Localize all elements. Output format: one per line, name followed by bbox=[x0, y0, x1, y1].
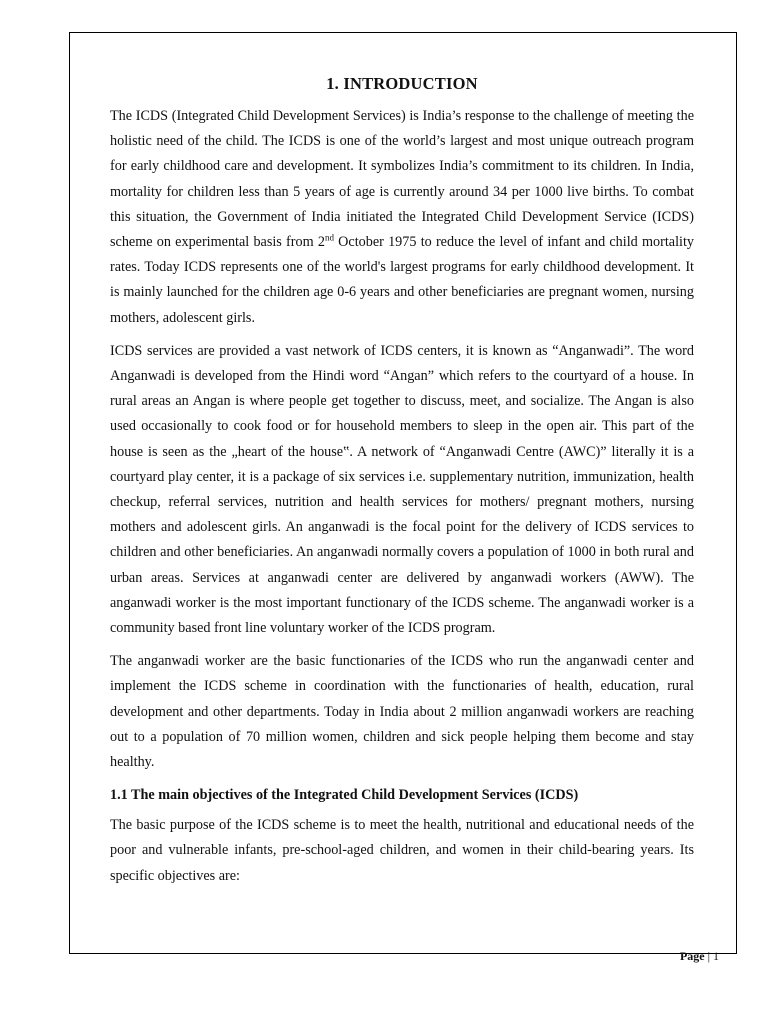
paragraph-2: ICDS services are provided a vast network of ICDS centers, it is known as “Anganwadi”. The word Anganwadi is developed from the Hindi word “Angan” which refers to the courtyard of a house. In rural areas an Angan is where people get together to discuss, meet, and socialize. The Angan is also used occasionally to cook food or for household members to sleep in the open air. This part of the house is seen as the „heart of the house‟. A network of “Anganwadi Centre (AWC)” literally it is a courtyard play center, it is a package of six services i.e. supplementary nutrition, immunization, health checkup, referral services, nutrition and health services for mothers/ pregnant mothers, nursing mothers and adolescent girls. An anganwadi is the focal point for the delivery of ICDS services to children and other beneficiaries. An anganwadi normally covers a population of 1000 in both rural and urban areas. Services at anganwadi center are delivered by anganwadi workers (AWW). The anganwadi worker is the most important functionary of the ICDS scheme. The anganwadi worker is a community based front line voluntary worker of the ICDS program. bbox=[110, 342, 694, 637]
page-label: Page bbox=[679, 949, 705, 963]
paragraph-1-part-a: The ICDS (Integrated Child Development Services) is India’s response to the challenge of meeting the holistic need of the child. The ICDS is one of the world’s largest and most unique outreach program for early childhood care and development. It symbolizes India’s commitment to its children. In India, mortality for children less than 5 years of age is currently around 34 per 1000 live births. To combat this situation, the Government of India initiated the Integrated Child Development Service (ICDS) scheme on experimental basis from 2 bbox=[110, 108, 694, 251]
paragraph-4: The basic purpose of the ICDS scheme is to meet the health, nutritional and educational needs of the poor and vulnerable infants, pre-school-aged children, and women in their child-bearing years. Its specific objectives are: bbox=[110, 817, 694, 884]
page-number: 1 bbox=[713, 949, 719, 963]
ordinal-suffix: nd bbox=[324, 232, 334, 243]
subsection-heading: 1.1 The main objectives of the Integrated Child Development Services (ICDS) bbox=[110, 787, 579, 804]
section-heading: 1. INTRODUCTION bbox=[326, 74, 478, 93]
paragraph-1 bbox=[110, 104, 694, 331]
paragraph-1-part-b: October 1975 to reduce the level of infant and child mortality rates. Today ICDS represents one of the world's largest programs for early childhood development. It is mainly launched for the children age 0-6 years and other beneficiaries are pregnant women, nursing mothers, adolescent girls. bbox=[110, 234, 694, 326]
page-footer bbox=[680, 949, 719, 964]
paragraph-3: The anganwadi worker are the basic functionaries of the ICDS who run the anganwadi center and implement the ICDS scheme in coordination with the functionaries of health, education, rural development and other departments. Today in India about 2 million anganwadi workers are reaching out to a population of 70 million women, children and sick people helping them become and stay healthy. bbox=[110, 653, 694, 771]
document-body bbox=[110, 72, 694, 897]
page-separator: | bbox=[704, 949, 713, 963]
